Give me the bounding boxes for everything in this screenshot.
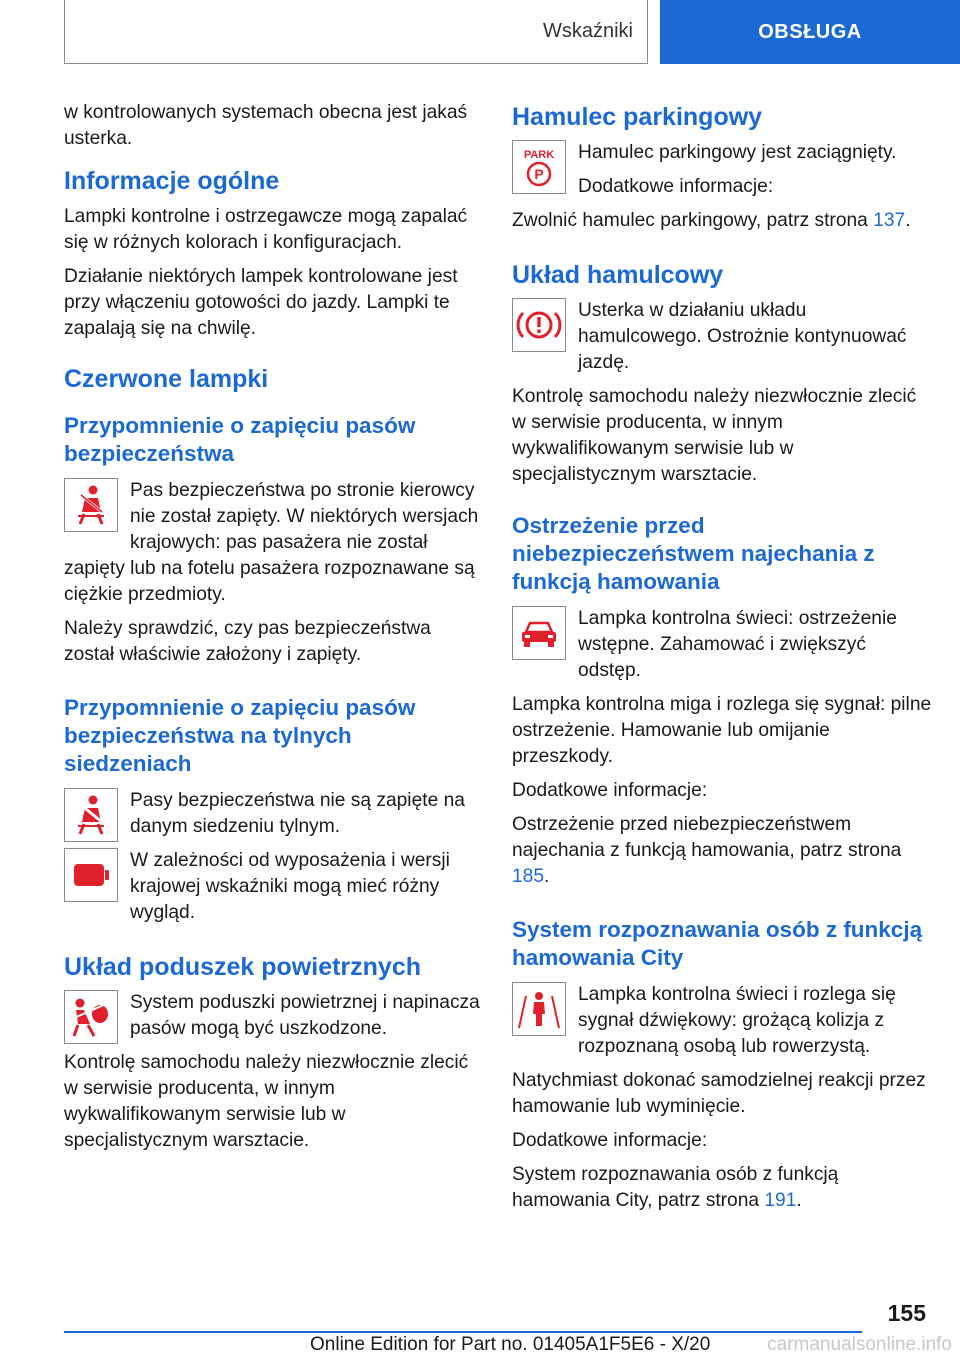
pedestrian-ref-end: . <box>796 1190 802 1211</box>
pedestrian-warning-icon <box>512 982 566 1036</box>
pedestrian-detection-p3: Dodatkowe informacje: <box>512 1130 708 1151</box>
rear-belt-p2: W zależności od wyposażenia i wersji krajowej wskaźniki mogą mieć różny wygląd. <box>130 850 450 923</box>
airbag-p1: System poduszki powietrznej i napinacza pasów mogą być uszkodzone. <box>130 992 480 1039</box>
pedestrian-detection-title: System rozpoznawania osób z funkcją hamowania City <box>512 917 923 970</box>
parking-brake-block <box>512 140 932 200</box>
collision-warning-p3: Dodatkowe informacje: <box>512 780 708 801</box>
parking-brake-p2: Dodatkowe informacje: <box>578 176 774 197</box>
park-icon-text: PARK <box>523 149 555 161</box>
brake-system-block <box>512 298 932 376</box>
collision-warning-p4 <box>512 812 932 890</box>
header-section-title: Wskaźniki <box>542 20 633 42</box>
parking-brake-title: Hamulec parkingowy <box>512 103 763 131</box>
svg-text:P: P <box>534 166 544 182</box>
parking-brake-p1: Hamulec parkingowy jest zaciągnięty. <box>578 142 897 163</box>
header-tab-label: OBSŁUGA <box>758 20 862 43</box>
belt-reminder-block <box>64 478 482 608</box>
belt-reminder-p2: Należy sprawdzić, czy pas bezpieczeństwa został właściwie założony i zapięty. <box>64 618 431 665</box>
brake-warning-icon <box>512 298 566 352</box>
airbag-block <box>64 990 482 1042</box>
belt-reminder-p1: Pas bezpieczeństwa po stronie kierowcy nie został zapięty. W niektórych wersjach krajowych: pas pasażera nie został zapięty lub na fotelu pasażera rozpoznawane są ciężkie przedmioty. <box>64 480 479 605</box>
parking-page-link[interactable]: 137 <box>873 210 906 231</box>
collision-warning-p2: Lampka kontrolna miga i rozlega się sygnał: pilne ostrzeżenie. Hamowanie lub omijanie przeszkody. <box>512 694 932 767</box>
collision-warning-p1: Lampka kontrolna świeci: ostrzeżenie wstępne. Zahamować i zwiększyć odstęp. <box>578 608 897 681</box>
rear-seat-indicator-icon <box>64 848 118 902</box>
collision-page-link[interactable]: 185 <box>512 866 545 887</box>
brake-system-p2: Kontrolę samochodu należy niezwłocznie zlecić w serwisie producenta, w innym wykwalifikowanym serwisie lub w specjalistycznym warsztacie. <box>512 386 917 485</box>
header-tab[interactable] <box>660 0 960 64</box>
parking-ref-text: Zwolnić hamulec parkingowy, patrz strona <box>512 210 874 231</box>
collision-warning-title: Ostrzeżenie przed niebezpieczeństwem najechania z funkcją hamowania <box>512 513 875 594</box>
parking-brake-p3 <box>512 208 932 234</box>
collision-ref-text: Ostrzeżenie przed niebezpieczeństwem najechania z funkcją hamowania, patrz strona <box>512 814 902 861</box>
general-info-title: Informacje ogólne <box>64 167 280 195</box>
collision-ref-end: . <box>544 866 550 887</box>
car-collision-icon <box>512 606 566 660</box>
airbag-title: Układ poduszek powietrznych <box>64 953 422 981</box>
pedestrian-page-link[interactable]: 191 <box>764 1190 797 1211</box>
seatbelt-icon <box>64 478 118 532</box>
footer-rule <box>64 1331 862 1333</box>
edition-line: Online Edition for Part no. 01405A1F5E6 - X/20 <box>310 1334 711 1355</box>
header-section-box <box>64 0 648 64</box>
intro-text: w kontrolowanych systemach obecna jest jakaś usterka. <box>64 102 468 149</box>
watermark: carmanualsonline.info <box>767 1334 952 1355</box>
left-column <box>64 100 482 1162</box>
parking-brake-icon <box>512 140 566 194</box>
parking-ref-end: . <box>905 210 911 231</box>
collision-warning-block <box>512 606 932 684</box>
general-info-p2: Działanie niektórych lampek kontrolowane jest przy włączeniu gotowości do jazdy. Lampki te zapalają się na chwilę. <box>64 266 458 339</box>
page-number: 155 <box>887 1300 926 1326</box>
rear-belt-variant-block <box>64 848 482 926</box>
rear-seatbelt-icon <box>64 788 118 842</box>
pedestrian-detection-p2: Natychmiast dokonać samodzielnej reakcji przez hamowanie lub wyminięcie. <box>512 1070 926 1117</box>
brake-system-p1: Usterka w działaniu układu hamulcowego. Ostrożnie kontynuować jazdę. <box>578 300 907 373</box>
pedestrian-detection-p1: Lampka kontrolna świeci i rozlega się sygnał dźwiękowy: grożącą kolizja z rozpoznaną osobą lub rowerzystą. <box>578 984 896 1057</box>
rear-belt-title: Przypomnienie o zapięciu pasów bezpieczeństwa na tylnych siedzeniach <box>64 695 416 776</box>
rear-belt-block <box>64 788 482 840</box>
red-lamps-title: Czerwone lampki <box>64 365 269 393</box>
belt-reminder-title: Przypomnienie o zapięciu pasów bezpieczeństwa <box>64 413 416 466</box>
pedestrian-ref-text: System rozpoznawania osób z funkcją hamowania City, patrz strona <box>512 1164 839 1211</box>
brake-system-title: Układ hamulcowy <box>512 261 724 289</box>
airbag-p2: Kontrolę samochodu należy niezwłocznie zlecić w serwisie producenta, w innym wykwalifikowanym serwisie lub w specjalistycznym warsztacie. <box>64 1052 469 1151</box>
pedestrian-detection-block <box>512 982 932 1060</box>
airbag-icon <box>64 990 118 1044</box>
right-column <box>512 100 932 1222</box>
rear-belt-p1: Pasy bezpieczeństwa nie są zapięte na danym siedzeniu tylnym. <box>130 790 465 837</box>
pedestrian-detection-p4 <box>512 1162 932 1214</box>
general-info-p1: Lampki kontrolne i ostrzegawcze mogą zapalać się w różnych kolorach i konfiguracjach. <box>64 206 468 253</box>
